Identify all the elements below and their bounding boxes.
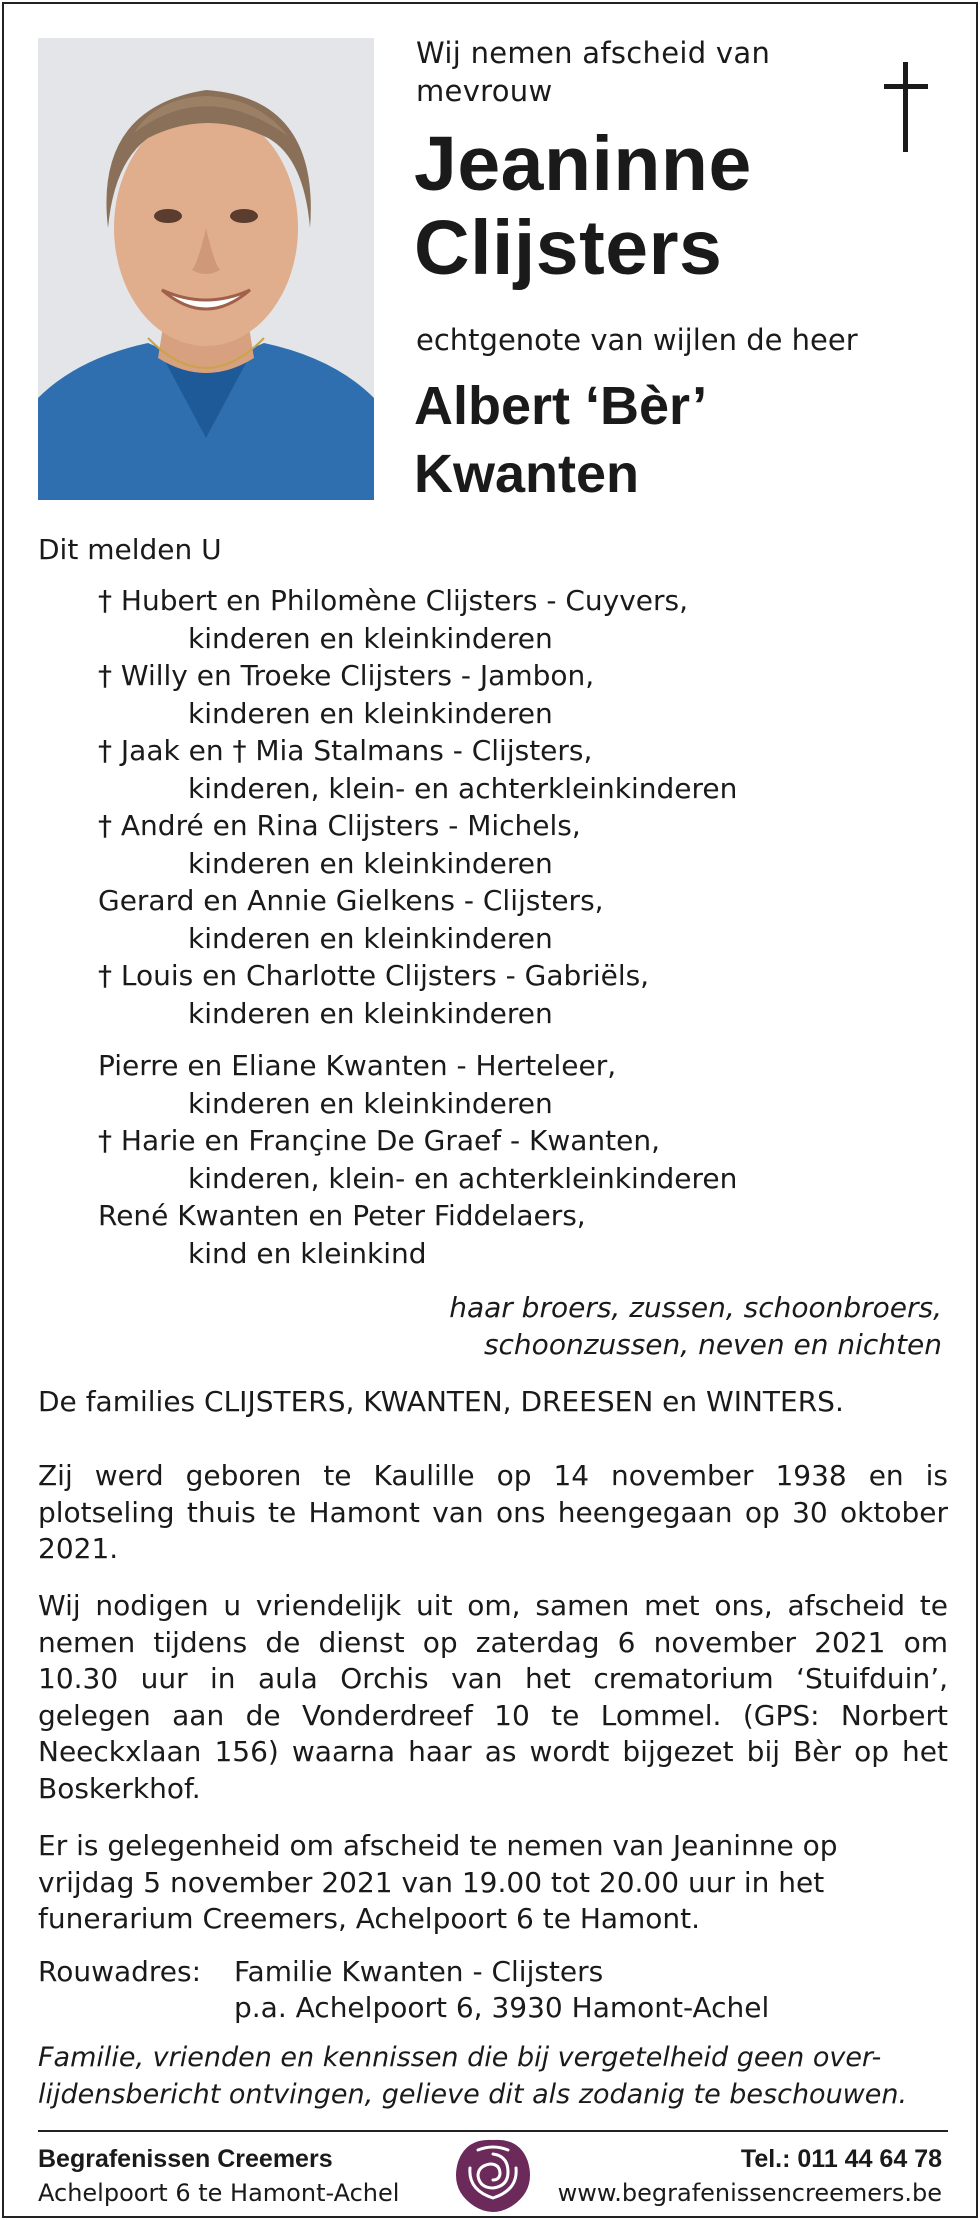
intro-text [416, 34, 846, 110]
phone-number: Tel.: 011 44 64 78 [740, 2145, 942, 2173]
company-name: Begrafenissen Creemers [38, 2145, 333, 2173]
mourning-address-line: p.a. Achelpoort 6, 3930 Hamont-Achel [234, 1991, 770, 2024]
family-entry [98, 1047, 958, 1122]
family-entry [98, 807, 958, 882]
family-entry-names: † Hubert en Philomène Clijsters - Cuyvers, [98, 584, 689, 617]
website-link[interactable]: www.begrafenissencreemers.be [557, 2179, 942, 2207]
spouse-name [414, 372, 914, 508]
birth-death-paragraph: Zij werd geboren te Kaulille op 14 november 1938 en is plotseling thuis te Hamont van ons heengegaan op 30 oktober 2021. [38, 1459, 948, 1565]
notice-line: Familie, vrienden en kennissen die bij vergetelheid geen over- [38, 2042, 882, 2073]
family-list-clijsters [98, 582, 958, 1032]
mourning-address-label: Rouwadres: [38, 1955, 202, 1988]
family-entry-descendants: kinderen, klein- en achterkleinkinderen [188, 771, 738, 805]
family-entry-descendants: kinderen en kleinkinderen [188, 1086, 553, 1120]
intro-line: mevrouw [416, 74, 553, 108]
relatives-line: schoonzussen, neven en nichten [483, 1328, 942, 1361]
family-entry-names: † Jaak en † Mia Stalmans - Clijsters, [98, 734, 593, 767]
intro-line: Wij nemen afscheid van [416, 36, 771, 70]
footer-contact-block [558, 2142, 942, 2210]
family-entry-descendants: kinderen en kleinkinderen [188, 846, 553, 880]
obituary-card [2, 2, 978, 2218]
visitation-line: vrijdag 5 november 2021 van 19.00 tot 20.00 uur in het [38, 1865, 825, 1899]
family-entry-descendants: kinderen en kleinkinderen [188, 696, 553, 730]
relatives-line: haar broers, zussen, schoonbroers, [449, 1291, 942, 1324]
family-entry-descendants: kinderen en kleinkinderen [188, 621, 553, 655]
family-entry-descendants: kinderen en kleinkinderen [188, 921, 553, 955]
mourning-address-line: Familie Kwanten - Clijsters [234, 1955, 604, 1988]
rose-logo-icon [450, 2134, 536, 2218]
relatives-text [242, 1289, 942, 1363]
spouse-intro: echtgenote van wijlen de heer [416, 323, 858, 357]
deceased-first-name: Jeaninne [414, 121, 752, 207]
footer-company-block [38, 2142, 399, 2210]
company-address: Achelpoort 6 te Hamont-Achel [38, 2179, 400, 2207]
family-entry-names: † Louis en Charlotte Clijsters - Gabriëls, [98, 959, 650, 992]
family-entry-names: Pierre en Eliane Kwanten - Herteleer, [98, 1049, 617, 1082]
deceased-last-name: Clijsters [414, 205, 723, 291]
announce-text: Dit melden U [38, 533, 222, 566]
family-entry [98, 957, 958, 1032]
family-entry [98, 582, 958, 657]
family-entry [98, 1197, 958, 1272]
family-entry-names: René Kwanten en Peter Fiddelaers, [98, 1199, 586, 1232]
family-entry [98, 657, 958, 732]
family-entry-descendants: kinderen, klein- en achterkleinkinderen [188, 1161, 738, 1195]
family-entry [98, 732, 958, 807]
family-list-kwanten [98, 1047, 958, 1272]
spouse-name-line: Kwanten [414, 444, 640, 504]
family-entry-names: † André en Rina Clijsters - Michels, [98, 809, 581, 842]
family-entry-descendants: kinderen en kleinkinderen [188, 996, 553, 1030]
notice-line: lijdensbericht ontvingen, gelieve dit als zodanig te beschouwen. [38, 2079, 908, 2110]
family-entry-names: Gerard en Annie Gielkens - Clijsters, [98, 884, 604, 917]
visitation-paragraph [38, 1828, 948, 1938]
forgotten-notice [38, 2039, 948, 2113]
portrait-photo [38, 38, 374, 500]
deceased-name [414, 122, 854, 290]
family-entry-descendants: kind en kleinkind [188, 1236, 427, 1270]
family-entry [98, 1122, 958, 1197]
families-line: De families CLIJSTERS, KWANTEN, DREESEN en WINTERS. [38, 1385, 844, 1418]
visitation-line: Er is gelegenheid om afscheid te nemen van Jeaninne op [38, 1829, 838, 1862]
visitation-line: funerarium Creemers, Achelpoort 6 te Hamont. [38, 1902, 701, 1935]
spouse-name-line: Albert ‘Bèr’ [414, 376, 708, 436]
family-entry-names: † Harie en Françine De Graef - Kwanten, [98, 1124, 660, 1157]
family-entry-names: † Willy en Troeke Clijsters - Jambon, [98, 659, 595, 692]
latin-cross-icon [882, 62, 930, 152]
family-entry [98, 882, 958, 957]
footer-divider [38, 2130, 948, 2132]
funeral-paragraph: Wij nodigen u vriendelijk uit om, samen met ons, afscheid te nemen tijdens de dienst op zaterdag 6 november 2021 om 10.30 uur in aula Orchis van het crematorium ‘Stuifduin’, gelegen aan de Vonderdreef 10 te Lommel. (GPS: Norbert Neeckxlaan 156) waarna haar as wordt bijgezet bij Bèr op het Boskerkhof. [38, 1589, 948, 1805]
